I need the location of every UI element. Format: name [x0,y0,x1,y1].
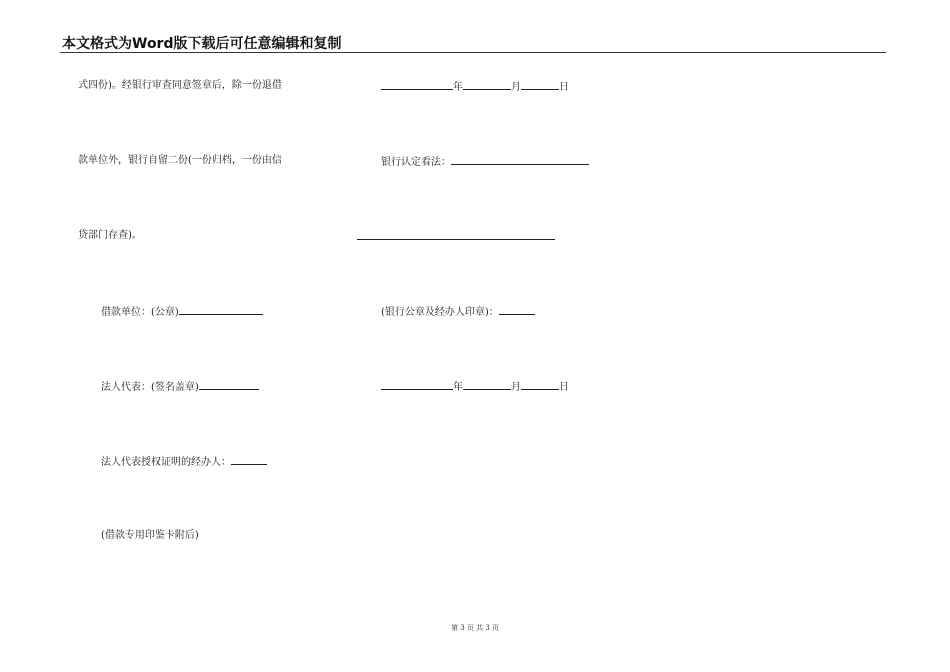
authorized-agent-label: 法人代表授权证明的经办人： [101,457,231,468]
month-blank-2 [463,380,511,390]
borrower-label: 借款单位：(公章) [101,307,179,318]
document-header-title: 本文格式为Word版下载后可任意编辑和复制 [62,36,342,52]
year-blank-2 [381,380,453,390]
date-field-1 [381,80,569,94]
bank-seal-label: (银行公章及经办人印章)： [381,307,499,318]
year-label-2: 年 [453,382,463,393]
year-label-1: 年 [453,82,463,93]
month-label-1: 月 [511,82,521,93]
year-blank-1 [381,80,453,90]
month-label-2: 月 [511,382,521,393]
borrower-blank [179,305,263,315]
bank-seal-field [381,305,535,319]
legal-rep-field [101,380,259,394]
authorized-agent-field [101,455,267,469]
body-text-line-1: 式四份)。经银行审查同意签章后，除一份退借 [78,80,282,91]
month-blank-1 [463,80,511,90]
legal-rep-label: 法人代表：(签名盖章) [101,382,199,393]
legal-rep-blank [199,380,259,390]
bank-opinion-label: 银行认定看法： [381,157,451,168]
date-field-2 [381,380,569,394]
day-blank-2 [521,380,559,390]
day-blank-1 [521,80,559,90]
authorized-agent-blank [231,455,267,465]
bank-seal-blank [499,305,535,315]
borrower-field [101,305,263,319]
body-text-line-3: 贷部门存查)。 [78,230,142,241]
day-label-2: 日 [559,382,569,393]
page-footer: 第 3 页 共 3 页 [450,624,500,632]
header-divider [60,52,886,53]
bank-opinion-continuation-line [357,239,555,240]
bank-opinion-field [381,155,589,169]
bank-opinion-blank [451,155,589,165]
seal-card-note: (借款专用印鉴卡附后) [101,530,199,541]
day-label-1: 日 [559,82,569,93]
body-text-line-2: 款单位外，银行自留二份(一份归档，一份由信 [78,155,282,166]
